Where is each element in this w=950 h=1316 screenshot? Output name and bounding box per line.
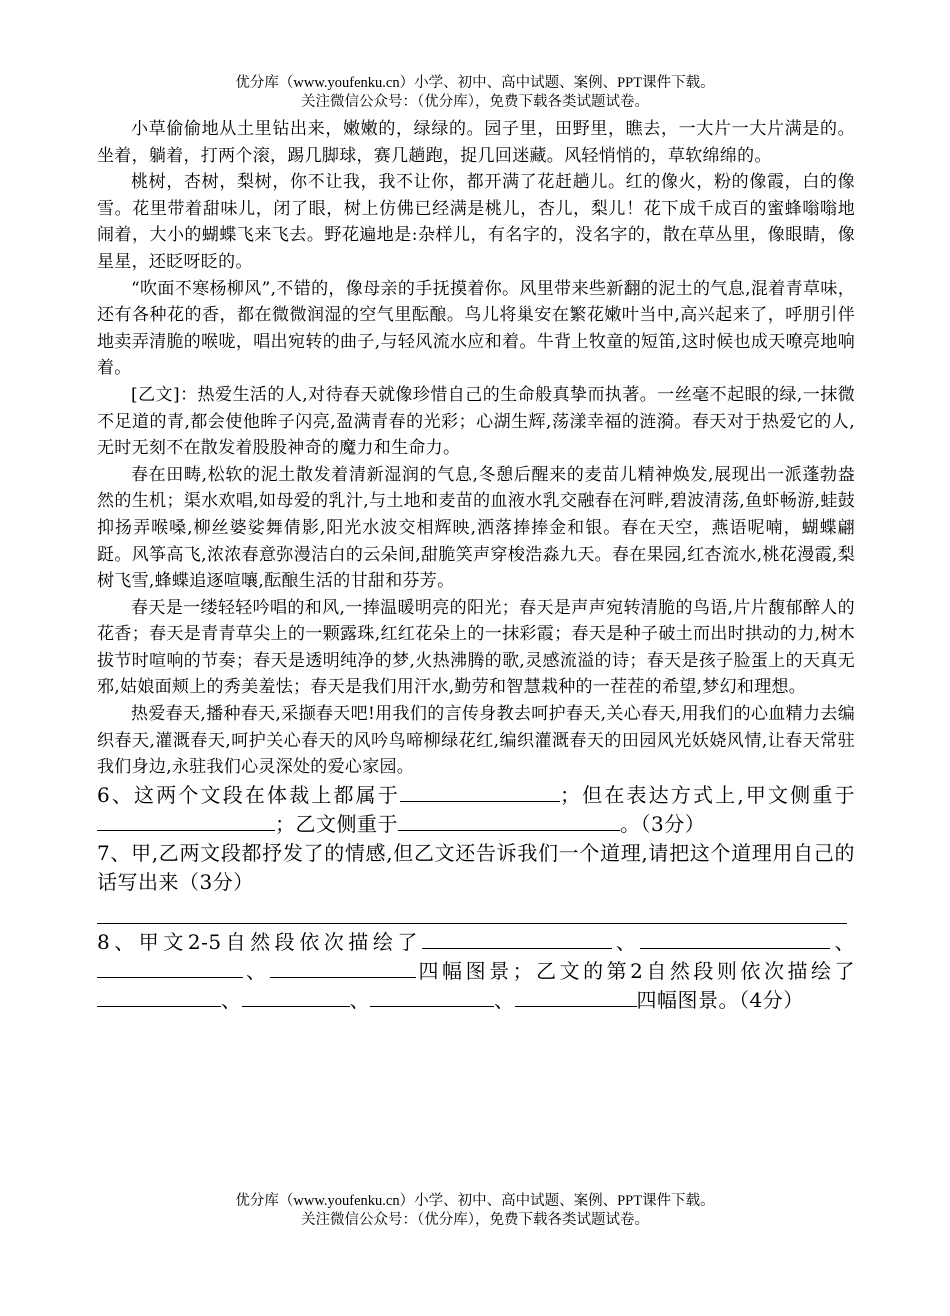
footer-line-2: 关注微信公众号：（优分库），免费下载各类试题试卷。 (301, 1212, 649, 1228)
q8-sep-3: 、 (243, 958, 270, 983)
question-6 (97, 781, 855, 839)
q8-blank-2[interactable] (640, 928, 830, 949)
q8-text-1: 8、甲文2-5自然段依次描绘了 (97, 929, 422, 954)
q8-blank-7[interactable] (370, 986, 494, 1007)
q6-text-3: ；乙文侧重于 (275, 811, 398, 836)
q6-text-4: 。（3分） (620, 811, 706, 836)
paragraph-3: “吹面不寒杨柳风”,不错的，像母亲的手抚摸着你。风里带来些新翻的泥土的气息,混着青草味，还有各种花的香，都在微微润湿的空气里酝酿。鸟儿将巢安在繁花嫩叶当中,高兴起来了，呼朋引伴地卖弄清脆的喉咙，唱出宛转的曲子,与轻风流水应和着。牛背上牧童的短笛,这时候也成天嘹亮地响着。 (97, 278, 855, 379)
paragraph-6: 春天是一缕轻轻吟唱的和风,一捧温暖明亮的阳光；春天是声声宛转清脆的鸟语,片片馥郁醉人的花香；春天是青青草尖上的一颗露珠,红红花朵上的一抹彩霞；春天是种子破土而出时拱动的力,树木拔节时喧响的节奏；春天是透明纯净的梦,火热沸腾的歌,灵感流溢的诗；春天是孩子脸蛋上的天真无邪,姑娘面颊上的秀美羞怯；春天是我们用汗水,勤劳和智慧栽种的一茬茬的希望,梦幻和理想。 (97, 597, 855, 698)
question-8 (97, 928, 855, 1015)
header-line-1: 优分库（www.youfenku.cn）小学、初中、高中试题、案例、PPT课件下载。 (235, 75, 715, 91)
q6-text-2: ；但在表达方式上,甲文侧重于 (560, 782, 855, 807)
q8-blank-3[interactable] (97, 957, 243, 978)
q8-blank-5[interactable] (97, 986, 221, 1007)
paragraph-1: 小草偷偷地从土里钻出来，嫩嫩的，绿绿的。园子里，田野里，瞧去，一大片一大片满是的。坐着，躺着，打两个滚，踢几脚球，赛几趟跑，捉几回迷藏。风轻悄悄的，草软绵绵的。 (97, 119, 855, 166)
q8-sep-5: 、 (349, 987, 370, 1012)
q6-text-1: 6、这两个文段在体裁上都属于 (97, 782, 401, 807)
paragraph-5: 春在田畴,松软的泥土散发着清新湿润的气息,冬憩后醒来的麦苗儿精神焕发,展现出一派蓬勃盎然的生机；渠水欢唱,如母爱的乳汁,与土地和麦苗的血液水乳交融春在河畔,碧波清荡,鱼虾畅游,蛙鼓抑扬弄喉嗓,柳丝婆娑舞倩影,阳光水波交相辉映,洒落捧捧金和银。春在天空，燕语呢喃，蝴蝶翩跹。风筝高飞,浓浓春意弥漫洁白的云朵间,甜脆笑声穿梭浩淼九天。春在果园,红杏流水,桃花漫霞,梨树飞雪,蜂蝶追逐喧嚷,酝酿生活的甘甜和芬芳。 (97, 464, 855, 592)
q6-blank-genre[interactable] (400, 781, 560, 802)
header-line-2: 关注微信公众号：（优分库），免费下载各类试题试卷。 (301, 94, 649, 110)
paragraph-7: 热爱春天,播种春天,采撷春天吧!用我们的言传身教去呵护春天,关心春天,用我们的心血精力去编织春天,灌溉春天,呵护关心春天的风吟鸟啼柳绿花红,编织灌溉春天的田园风光妖娆风情,让春天常驻我们身边,永驻我们心灵深处的爱心家园。 (97, 704, 855, 778)
paragraph-4: [乙文]：热爱生活的人,对待春天就像珍惜自己的生命般真挚而执著。一丝毫不起眼的绿,一抹微不足道的青,都会使他眸子闪亮,盈满青春的光彩；心湖生辉,荡漾幸福的涟漪。春天对于热爱它的人,无时无刻不在散发着股股神奇的魔力和生命力。 (97, 384, 855, 459)
q8-sep-4: 、 (221, 987, 242, 1012)
q8-sep-2: 、 (830, 929, 856, 954)
q8-blank-8[interactable] (515, 986, 637, 1007)
q8-sep-1: 、 (611, 929, 641, 954)
q6-blank-text-b[interactable] (398, 810, 620, 831)
q8-text-3: 四幅图景。（4分） (636, 987, 804, 1012)
document-body (97, 116, 855, 1015)
q8-text-2: 四幅图景；乙文的第2自然段则依次描绘了 (415, 958, 855, 983)
question-7: 7、甲,乙两文段都抒发了的情感,但乙文还告诉我们一个道理,请把这个道理用自己的话写出来（3分） (97, 840, 855, 894)
q8-blank-4[interactable] (270, 957, 416, 978)
q6-blank-text-a[interactable] (97, 810, 275, 831)
paragraph-2: 桃树，杏树，梨树，你不让我，我不让你，都开满了花赶趟儿。红的像火，粉的像霞，白的像雪。花里带着甜味儿，闭了眼，树上仿佛已经满是桃儿，杏儿，梨儿！花下成千成百的蜜蜂嗡嗡地闹着，大小的蝴蝶飞来飞去。野花遍地是:杂样儿，有名字的，没名字的，散在草丛里，像眼睛，像星星，还眨呀眨的。 (97, 172, 855, 272)
q8-sep-6: 、 (494, 987, 515, 1012)
footer-line-1: 优分库（www.youfenku.cn）小学、初中、高中试题、案例、PPT课件下载。 (235, 1193, 715, 1209)
q8-blank-6[interactable] (242, 986, 350, 1007)
page-footer (0, 1192, 950, 1230)
q7-answer-line[interactable] (97, 897, 847, 924)
page-header (0, 74, 950, 112)
q8-blank-1[interactable] (422, 928, 612, 949)
